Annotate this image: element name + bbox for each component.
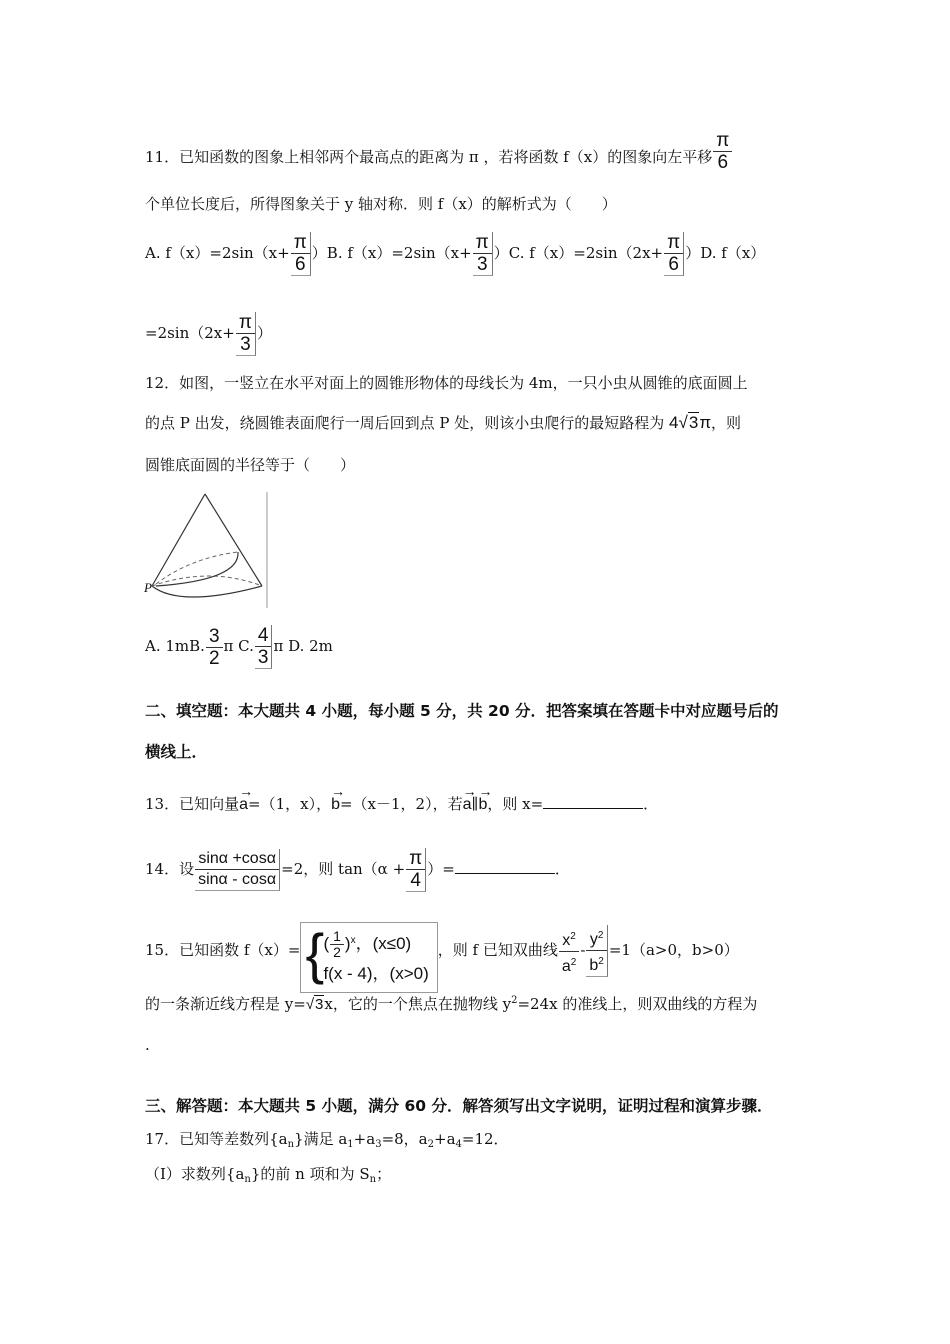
q11-option-a: A. f（x）=2sin（x+ [145, 244, 290, 262]
q15-piecewise: { ( $\frac{1}{2}$ )$^x$，(x≤0) f(x - 4)，(x>0) [300, 922, 437, 993]
q12-option-c-unit: π [273, 637, 284, 655]
vector-a: → a [239, 788, 248, 816]
q11-option-d-expr: =2sin（2x+ [145, 324, 235, 342]
q15-sqrt3: √3 [305, 996, 324, 1013]
section2-heading-cont: 横线上． [145, 743, 208, 761]
section3-heading: 三、解答题：本大题共 5 小题，满分 60 分．解答须写出文字说明，证明过程和演算步骤． [145, 1097, 773, 1115]
point-p-label: P [144, 580, 152, 595]
q13-a-value: =（1，x）， [248, 795, 332, 813]
q12-path-length: 4√3π [669, 413, 712, 432]
q12-option-b-unit: π [223, 637, 234, 655]
cone-right-edge [205, 494, 262, 586]
q12-option-a: A. 1mB. [145, 637, 205, 655]
q12-option-c: C. [238, 637, 254, 655]
q15-mid: ，则 f 已知双曲线 [437, 941, 558, 960]
q13: 13．已知向量→ a=（1，x），→ b=（x－1，2），若→ a∥→ b，则 x= ． [145, 788, 658, 816]
cone-figure [140, 490, 270, 610]
q14-ratio-fraction: $\frac{\sin\alpha +\cos\alpha}{\sin\alpha - \cos\alpha}$ [195, 849, 280, 891]
q12-line2-end: ，则 [711, 414, 742, 432]
q11-option-d: ）D. f（x） [685, 244, 766, 262]
section2-heading: 二、填空题：本大题共 4 小题，每小题 5 分，共 20 分．把答案填在答题卡中对应题号后的 [145, 702, 779, 720]
q15-case1: ( $\frac{1}{2}$ )$^x$，(x≤0) [323, 928, 412, 961]
q12-line2-text: 的点 P 出发，绕圆锥表面爬行一周后回到点 P 处，则该小虫爬行的最短路程为 [145, 414, 670, 432]
q15-case2: f(x - 4)，(x>0) [323, 964, 429, 984]
q11-line1-text: 11．已知函数的图象上相邻两个最高点的距离为 π ，若将函数 f（x）的图象向左平移 [145, 148, 713, 166]
q15-line2: 的一条渐近线方程是 y=√3x，它的一个焦点在抛物线 $y^2=24x$ 的准线上，则双曲线的方程为 [145, 995, 758, 1013]
hyperbola-x-term: $\frac{x^2}{a^2}$ [559, 926, 579, 977]
q13-b-value: =（x－1，2），若 [339, 795, 463, 813]
q14-prefix: 14．设 [145, 860, 195, 878]
parallel-symbol: ∥ [471, 795, 479, 813]
vector-b: → b [331, 788, 340, 816]
q11-line2: 个单位长度后，所得图象关于 y 轴对称．则 f（x）的解析式为（ ） [145, 195, 617, 213]
cone-left-edge [152, 494, 205, 586]
q14-answer-blank[interactable] [455, 859, 555, 874]
q17: 17．已知等差数列$\{a_n\}$满足 $a_1+a_3=8$，$a_2+a_4=12$． [145, 1130, 509, 1150]
q14-pi-fraction: $\frac{\pi}{4}$ [406, 848, 426, 892]
q11-option-d-close: ） [256, 324, 272, 342]
q12-line3: 圆锥底面圆的半径等于（ ） [145, 456, 356, 474]
q14: 14．设 $\frac{\sin\alpha +\cos\alpha}{\sin\alpha - \cos\alpha}$ =2，则 tan（α + $\frac{\pi}{4}$ ）= ． [145, 848, 570, 891]
q11-option-a-fraction: $\frac{\pi}{6}$ [291, 232, 311, 276]
q15-line3: . [145, 1036, 150, 1054]
q13-prefix: 13．已知向量 [145, 795, 240, 813]
q13-ask: ，则 x= [487, 795, 544, 813]
q15-prefix: 15．已知函数 f（x）= [145, 941, 301, 960]
q11-option-c: ）C. f（x）=2sin（2x+ [493, 244, 664, 262]
parallel-b: → b [478, 788, 487, 816]
q11-option-b: ）B. f（x）=2sin（x+ [311, 244, 472, 262]
q11-options [145, 232, 765, 276]
q14-equals: ）= [427, 860, 455, 878]
q11-option-d-fraction: $\frac{\pi}{3}$ [236, 312, 256, 356]
q14-mid: =2，则 tan（α + [281, 860, 406, 878]
cone-base-front [152, 586, 262, 597]
q12-options [145, 625, 333, 669]
parallel-a: → a [463, 788, 472, 816]
q12-line2 [145, 412, 741, 434]
q13-answer-blank[interactable] [543, 794, 643, 809]
q12-line1: 12．如图，一竖立在水平对面上的圆锥形物体的母线长为 4m，一只小虫从圆锥的底面圆上 [145, 374, 748, 392]
q17-part1: （Ⅰ）求数列$\{a_n\}$的前 n 项和为 $S_n$； [145, 1165, 392, 1185]
q12-option-c-fraction: $\frac{4}{3}$ [255, 625, 273, 669]
hyperbola-y-term: $\frac{y^2}{b^2}$ [586, 925, 607, 977]
q12-option-b-fraction: $\frac{3}{2}$ [206, 626, 223, 669]
q11-line1 [145, 130, 733, 173]
q11-option-c-fraction: $\frac{\pi}{6}$ [664, 232, 684, 276]
q11-option-b-fraction: $\frac{\pi}{3}$ [473, 232, 493, 276]
q15-hyperbola-condition: =1（a>0，b>0） [608, 941, 739, 960]
q11-shift-fraction: $\frac{\pi}{6}$ [713, 130, 732, 173]
q12-option-d: D. 2m [288, 637, 333, 655]
q11-option-d-line2 [145, 312, 272, 356]
q15: 15．已知函数 f（x）= { ( $\frac{1}{2}$ )$^x$，(x≤0) f(x - 4)，(x>0) ，则 f 已知双曲线 $\frac{x^2}{a^2}$ - $\frac{y^2}{b^2}$ =1（a>0，b>0） [145, 922, 739, 993]
